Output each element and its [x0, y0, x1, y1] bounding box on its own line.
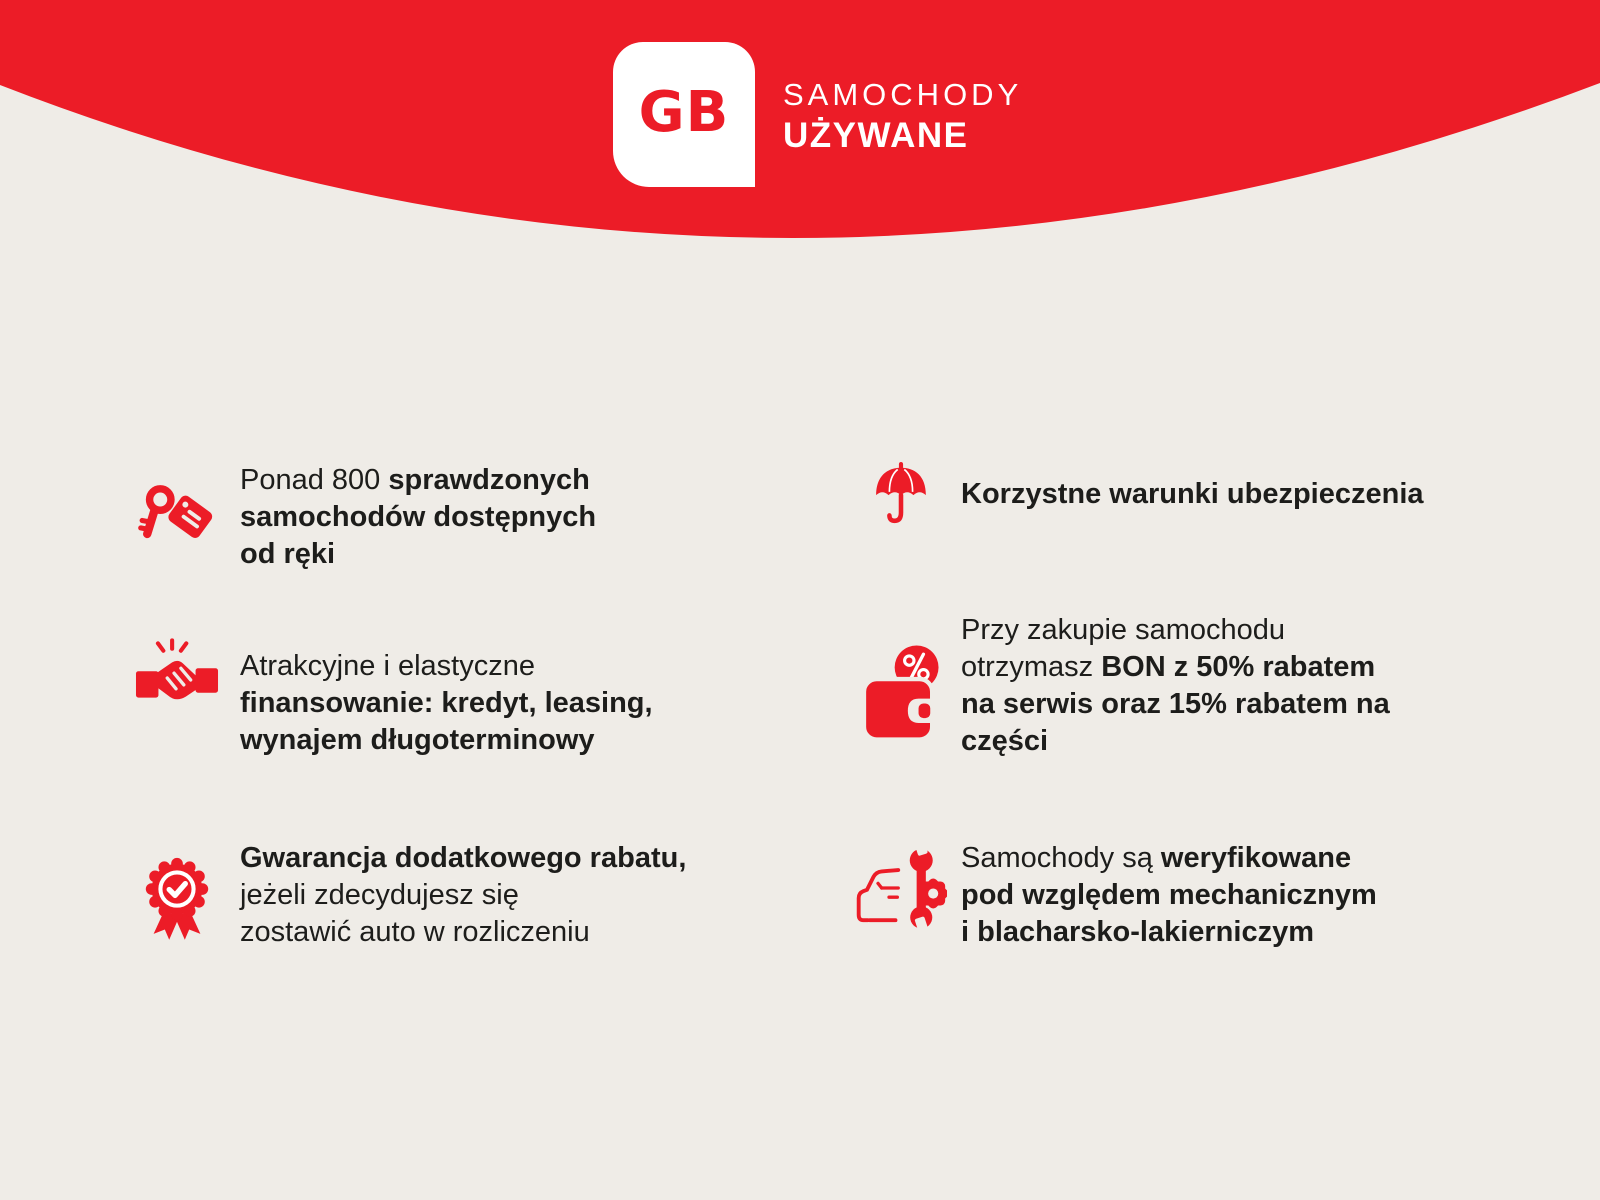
feature-text: Gwarancja dodatkowego rabatu, jeżeli zdecydujesz się zostawić auto w rozliczeniu [240, 842, 687, 948]
feature-item-discount-bon [853, 612, 1390, 760]
brand-logo [613, 42, 755, 187]
feature-item-available-cars [134, 462, 596, 573]
feature-item-verification [853, 840, 1377, 951]
key-with-tag-icon [137, 480, 217, 553]
feature-item-financing [134, 648, 653, 759]
gb-logo-monogram: GB [638, 79, 730, 145]
feature-text: Przy zakupie samochodu otrzymasz BON z 50% rabatem na serwis oraz 15% rabatem na części [961, 614, 1390, 757]
handshake-icon [135, 638, 219, 710]
umbrella-icon [872, 462, 930, 537]
wallet-discount-icon [862, 644, 940, 742]
brand-title [783, 78, 1022, 156]
feature-text: Korzystne warunki ubezpieczenia [961, 478, 1424, 510]
car-service-icon [855, 842, 947, 930]
feature-text: Atrakcyjne i elastyczne finansowanie: kredyt, leasing, wynajem długoterminowy [240, 650, 653, 756]
award-ribbon-icon [138, 852, 216, 946]
feature-item-guarantee [134, 840, 686, 951]
feature-text: Samochody są weryfikowane pod względem mechanicznym i blacharsko-lakierniczym [961, 842, 1377, 948]
feature-item-insurance [853, 462, 1424, 537]
brand-line2: UŻYWANE [783, 116, 969, 156]
feature-text: Ponad 800 sprawdzonych samochodów dostępnych od ręki [240, 464, 597, 570]
brand-line1: SAMOCHODY [783, 77, 1023, 112]
